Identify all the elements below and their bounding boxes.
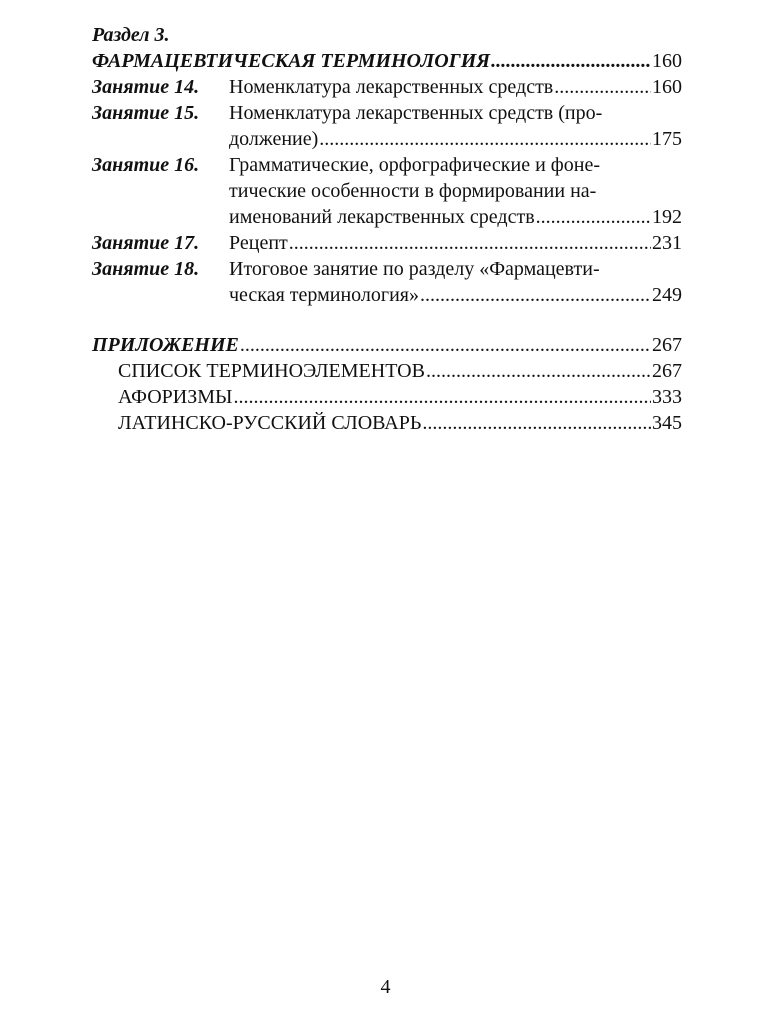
lesson-title-line: Номенклатура лекарственных средств (про- xyxy=(229,102,603,124)
table-of-contents xyxy=(92,22,682,436)
leader-dots xyxy=(426,358,651,384)
toc-entry-appendix-aphorisms[interactable] xyxy=(92,384,682,410)
lesson-page: 231 xyxy=(652,232,682,254)
lesson-title-line: должение) xyxy=(229,128,319,150)
toc-entry-lesson-14[interactable] xyxy=(92,74,682,100)
toc-entry-appendix-dictionary[interactable] xyxy=(92,410,682,436)
leader-dots xyxy=(319,126,651,152)
lesson-title-line: именований лекарственных средств xyxy=(229,206,535,228)
section-title-row xyxy=(92,48,682,74)
appendix-title: ПРИЛОЖЕНИЕ xyxy=(92,334,239,356)
toc-entry-appendix-terms[interactable] xyxy=(92,358,682,384)
appendix-item-page: 345 xyxy=(652,412,682,434)
appendix-item-page: 267 xyxy=(652,360,682,382)
leader-dots xyxy=(422,410,651,436)
leader-dots xyxy=(420,282,651,308)
leader-dots xyxy=(491,48,651,74)
lesson-title-line: ческая терминология» xyxy=(229,284,419,306)
toc-entry-appendix[interactable] xyxy=(92,332,682,358)
appendix-item-page: 333 xyxy=(652,386,682,408)
lesson-title-line: Грамматические, орфографические и фоне- xyxy=(229,154,600,176)
lesson-page: 175 xyxy=(652,128,682,150)
leader-dots xyxy=(554,74,651,100)
appendix-item-title: СПИСОК ТЕРМИНОЭЛЕМЕНТОВ xyxy=(118,360,425,382)
appendix-item-title: ЛАТИНСКО-РУССКИЙ СЛОВАРЬ xyxy=(118,412,422,434)
lesson-title-line: Итоговое занятие по разделу «Фармацевти- xyxy=(229,258,600,280)
lesson-title-line: Рецепт xyxy=(229,232,288,254)
leader-dots xyxy=(289,230,651,256)
leader-dots xyxy=(233,384,651,410)
lesson-label: Занятие 14. xyxy=(92,76,200,98)
section-title: ФАРМАЦЕВТИЧЕСКАЯ ТЕРМИНОЛОГИЯ xyxy=(92,50,491,72)
lesson-label: Занятие 18. xyxy=(92,258,200,280)
lesson-title-line: Номенклатура лекарственных средств xyxy=(229,76,554,98)
lesson-label: Занятие 17. xyxy=(92,232,200,254)
toc-entry-lesson-17[interactable] xyxy=(92,230,682,256)
lesson-page: 192 xyxy=(652,206,682,228)
spacer xyxy=(92,308,682,332)
toc-entry-lesson-18[interactable] xyxy=(92,256,682,308)
section-label: Раздел 3. xyxy=(92,24,170,46)
lesson-title-line: тические особенности в формировании на- xyxy=(229,180,597,202)
toc-entry-lesson-15[interactable] xyxy=(92,100,682,152)
toc-entry-lesson-16[interactable] xyxy=(92,152,682,230)
appendix-item-title: АФОРИЗМЫ xyxy=(118,386,233,408)
lesson-page: 160 xyxy=(652,76,682,98)
lesson-label: Занятие 15. xyxy=(92,102,200,124)
appendix-page: 267 xyxy=(652,334,682,356)
leader-dots xyxy=(536,204,651,230)
lesson-label: Занятие 16. xyxy=(92,154,200,176)
lesson-page: 249 xyxy=(652,284,682,306)
page-number: 4 xyxy=(380,976,391,998)
leader-dots xyxy=(240,332,651,358)
section-page: 160 xyxy=(652,50,682,72)
